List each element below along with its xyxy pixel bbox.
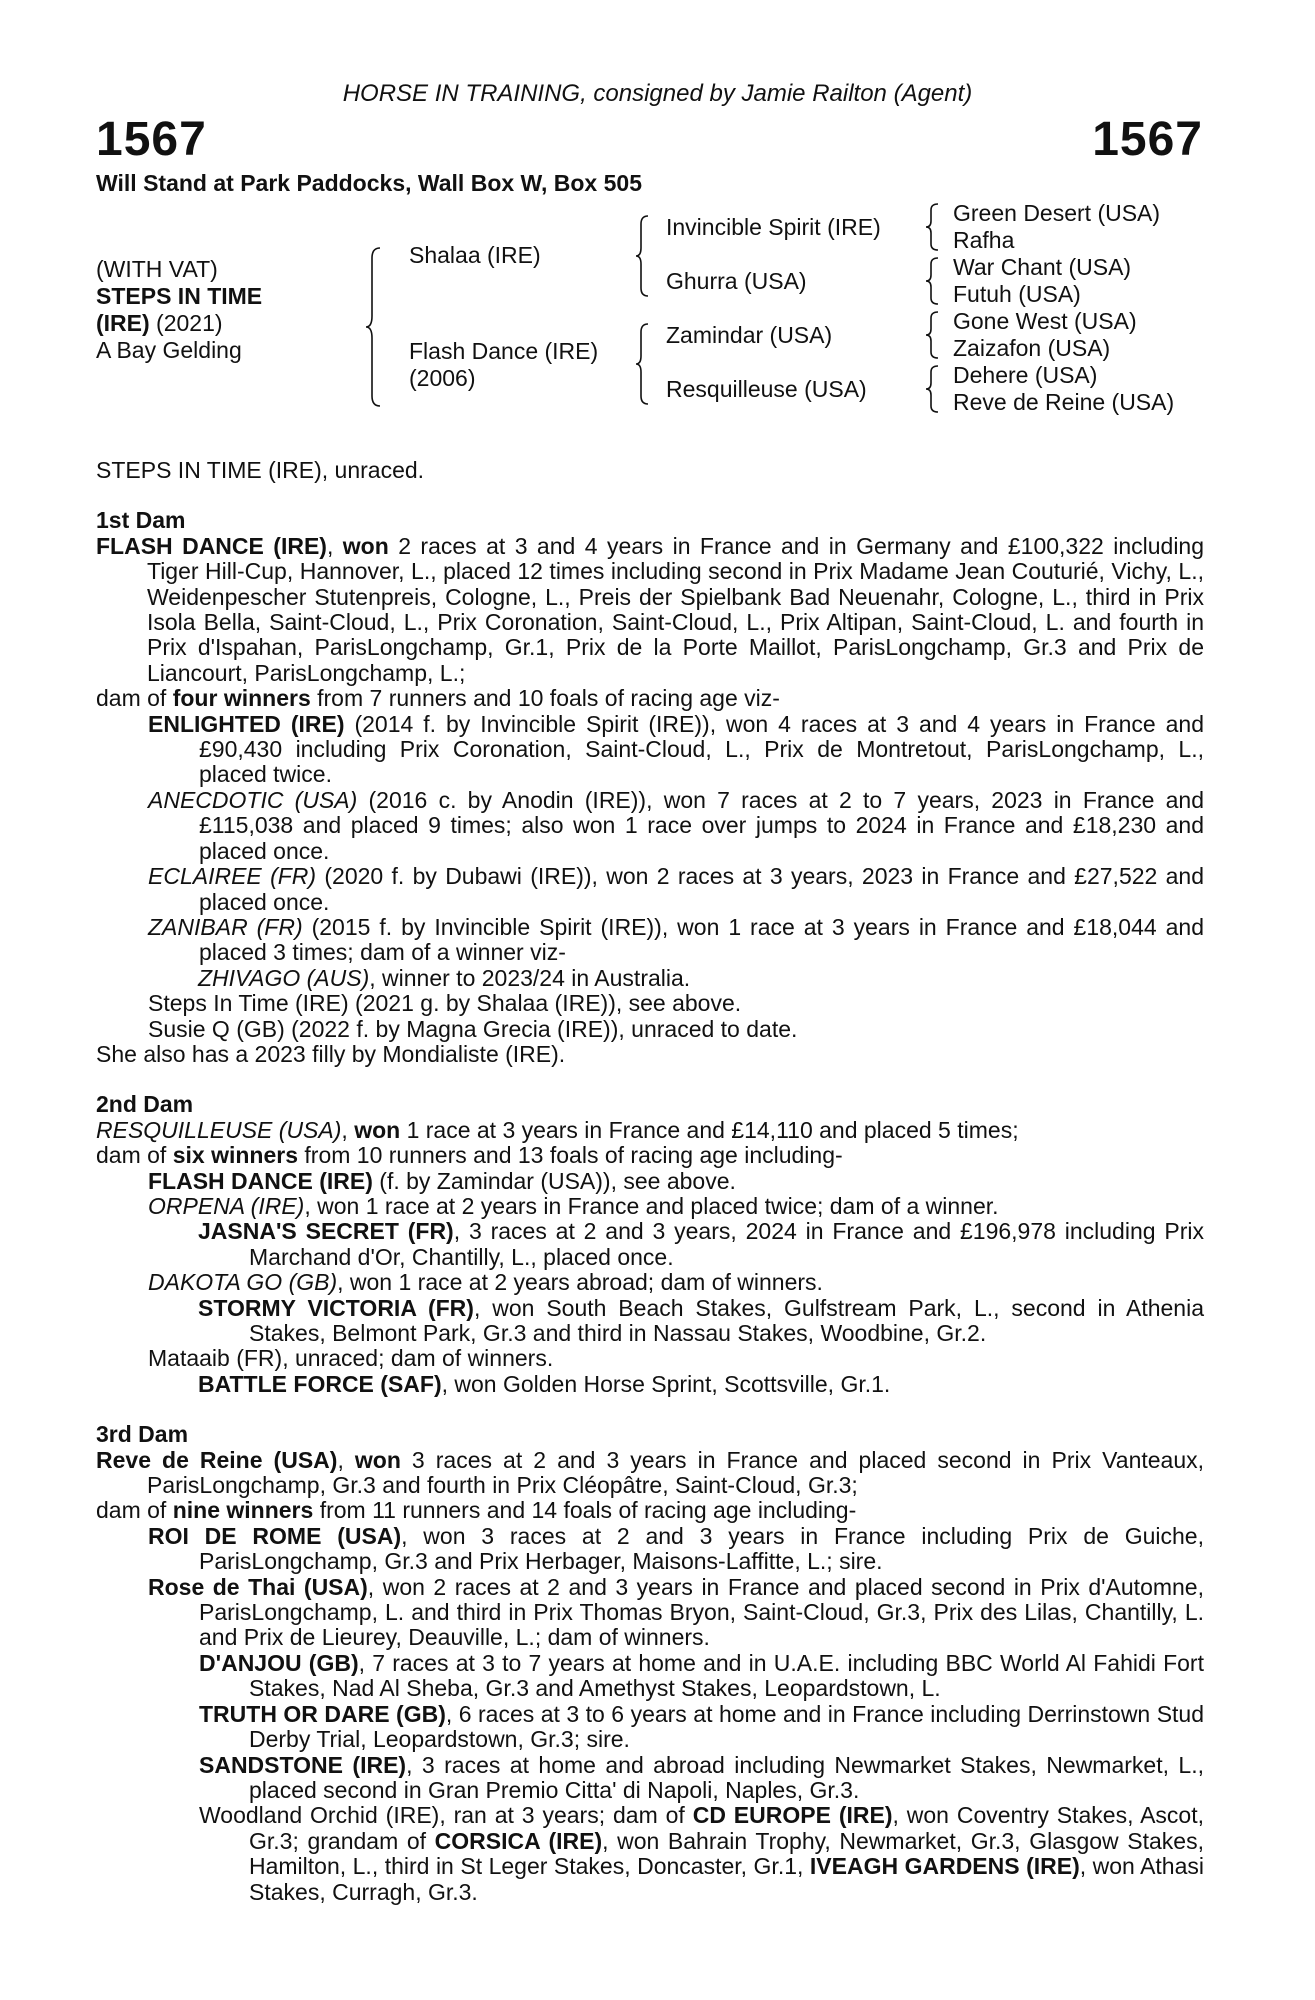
sire-dam: Ghurra (USA) [666, 268, 807, 294]
produce-entry [96, 1270, 1204, 1295]
produce-name: CORSICA (IRE) [434, 1827, 603, 1854]
lot-number-left: 1567 [96, 113, 207, 166]
dam-dam: Resquilleuse (USA) [666, 376, 867, 402]
stable-location: Will Stand at Park Paddocks, Wall Box W, Box 505 [96, 170, 642, 196]
ancestor-1: Green Desert (USA) [953, 200, 1161, 226]
produce-name: ZHIVAGO (AUS) [198, 964, 370, 991]
section-heading: 1st Dam [96, 507, 186, 534]
dam-of-line [96, 686, 1204, 711]
ancestor-5: Gone West (USA) [953, 308, 1137, 334]
produce-text: , won South Beach Stakes, Gulfstream Park, L., second in Athenia Stakes, Belmont Park, Gr.3 and third in Nassau Stakes, Woodbine, Gr.2. [249, 1294, 1204, 1346]
dam-of-line [96, 1143, 1204, 1168]
third-dam-record: Reve de Reine (USA), won 3 races at 2 and 3 years in France and placed second in Prix Vanteaux, ParisLongchamp, Gr.3 and fourth in Prix Cléopâtre, Saint-Cloud, Gr.3; [96, 1446, 1205, 1499]
winners-count: nine winners [172, 1497, 314, 1524]
pedigree-notes [96, 458, 1204, 1905]
section-heading: 2nd Dam [96, 1091, 194, 1118]
produce-entry [96, 1296, 1204, 1347]
first-dam-record: FLASH DANCE (IRE), won 2 races at 3 and 4 years in France and in Germany and £100,322 including Tiger Hill-Cup, Hannover, L., placed 12 times including second in Prix Madame Jean Couturié, Vichy, L., Weidenpescher Stutenpreis, Cologne, L., Preis der Spielbank Bad Neuenahr, Cologne, L., third in Prix Isola Bella, Saint-Cloud, L., Prix Coronation, Saint-Cloud, L., Prix Altipan, Saint-Cloud, L. and fourth in Prix d'Ispahan, ParisLongchamp, Gr.1, Prix de la Porte Maillot, ParisLongchamp, Gr.3 and Prix de Liancourt, ParisLongchamp, L.; [96, 532, 1205, 686]
lot-number-right: 1567 [1092, 113, 1203, 166]
produce-entry [96, 1194, 1204, 1219]
produce-name: FLASH DANCE (IRE) [148, 1167, 373, 1194]
produce-text: , won 2 races at 2 and 3 years in France and placed second in Prix d'Automne, ParisLongchamp, L. and third in Prix Thomas Bryon, Saint-Cloud, Gr.3, Prix des Lilas, Chantilly, L. and Prix de Lieurey, Deauville, L.; dam of winners. [199, 1573, 1204, 1651]
produce-text: , won 1 race at 2 years abroad; dam of winners. [337, 1269, 823, 1296]
produce-text: Woodland Orchid (IRE), ran at 3 years; dam of [199, 1802, 693, 1829]
produce-text: , won 3 races at 2 and 3 years in France including Prix de Guiche, ParisLongchamp, Gr.3 and Prix Herbager, Maisons-Laffitte, L.; sire. [199, 1522, 1204, 1575]
produce-text: , won Golden Horse Sprint, Scottsville, Gr.1. [441, 1370, 891, 1397]
dam-name: RESQUILLEUSE (USA) [96, 1116, 342, 1143]
second-dam-record: RESQUILLEUSE (USA), won 1 race at 3 years in France and £14,110 and placed 5 times; [96, 1116, 1019, 1143]
produce-entry: Steps In Time (IRE) (2021 g. by Shalaa (IRE)), see above. [148, 990, 742, 1017]
produce-text: , won Coventry Stakes, Ascot, Gr.3; grandam of [249, 1802, 1205, 1854]
pedigree-bracket [926, 256, 942, 306]
produce-name: CD EUROPE (IRE) [692, 1802, 893, 1829]
produce-entry [96, 1372, 1204, 1397]
pedigree-bracket [926, 364, 942, 414]
ancestor-8: Reve de Reine (USA) [953, 389, 1175, 415]
pedigree-bracket [926, 310, 942, 360]
dam-of-prefix: dam of [96, 1497, 173, 1524]
produce-name: TRUTH OR DARE (GB) [199, 1700, 446, 1727]
produce-text: (2020 f. by Dubawi (IRE)), won 2 races at 3 years, 2023 in France and £27,522 and placed once. [199, 863, 1205, 915]
ancestor-7: Dehere (USA) [953, 362, 1098, 388]
produce-name: JASNA'S SECRET (FR) [198, 1218, 454, 1245]
dam-name: Reve de Reine (USA) [96, 1446, 338, 1473]
dam-name: FLASH DANCE (IRE) [96, 532, 327, 559]
pedigree-bracket [636, 214, 652, 298]
produce-name: ANECDOTIC (USA) [148, 786, 358, 813]
ancestor-2: Rafha [953, 227, 1015, 253]
horse-country: (IRE) [96, 310, 150, 336]
dam-of-suffix: from 11 runners and 14 foals of racing age including- [313, 1497, 857, 1524]
produce-entry [96, 1651, 1204, 1702]
produce-text: (2015 f. by Invincible Spirit (IRE)), won 1 race at 3 years in France and £18,044 and placed 3 times; dam of a winner viz- [199, 913, 1204, 966]
horse-description: A Bay Gelding [96, 337, 242, 363]
produce-name: IVEAGH GARDENS (IRE) [809, 1853, 1080, 1880]
produce-entry [96, 1753, 1204, 1804]
pedigree-bracket [636, 322, 652, 406]
won-label: won [354, 1446, 401, 1473]
produce-entry [96, 1169, 1204, 1194]
produce-entry: Mataaib (FR), unraced; dam of winners. [148, 1345, 554, 1372]
ancestor-3: War Chant (USA) [953, 254, 1132, 280]
produce-text: (2016 c. by Anodin (IRE)), won 7 races at 2 to 7 years, 2023 in France and £115,038 and placed 9 times; also won 1 race over jumps to 2024 in France and £18,230 and placed once. [199, 786, 1205, 864]
produce-text: , winner to 2023/24 in Australia. [369, 964, 691, 991]
produce-name: D'ANJOU (GB) [199, 1649, 359, 1676]
produce-text: , won Athasi Stakes, Curragh, Gr.3. [249, 1853, 1204, 1905]
produce-text: , won Bahrain Trophy, Newmarket, Gr.3, Glasgow Stakes, Hamilton, L., third in St Leger Stakes, Doncaster, Gr.1, [249, 1827, 1204, 1880]
produce-entry [96, 712, 1204, 788]
also-line: She also has a 2023 filly by Mondialiste (IRE). [96, 1040, 566, 1067]
produce-entry [96, 864, 1204, 915]
dam-of-prefix: dam of [96, 1142, 173, 1169]
sire: Shalaa (IRE) [409, 242, 541, 268]
dam-of-suffix: from 7 runners and 10 foals of racing age viz- [310, 685, 780, 712]
winners-count: four winners [172, 685, 311, 712]
produce-name: Rose de Thai (USA) [148, 1573, 368, 1600]
produce-name: ENLIGHTED (IRE) [148, 710, 345, 737]
produce-entry [96, 966, 1204, 991]
dam-of-line [96, 1498, 1204, 1523]
produce-name: ROI DE ROME (USA) [148, 1522, 402, 1549]
pedigree-bracket [926, 202, 942, 252]
produce-entry [96, 1524, 1204, 1575]
dam-year: (2006) [409, 365, 476, 391]
dam-record-text: 2 races at 3 and 4 years in France and in Germany and £100,322 including Tiger Hill-Cup, Hannover, L., placed 12 times including second in Prix Madame Jean Couturié, Vichy, L., Weidenpescher Stutenpreis, Cologne, L., Preis der Spielbank Bad Neuenahr, Cologne, L., third in Prix Isola Bella, Saint-Cloud, L., Prix Coronation, Saint-Cloud, L., Prix Altipan, Saint-Cloud, L. and fourth in Prix d'Ispahan, ParisLongchamp, Gr.1, Prix de la Porte Maillot, ParisLongchamp, Gr.3 and Prix de Liancourt, ParisLongchamp, L.; [147, 532, 1205, 686]
horse-name: STEPS IN TIME [96, 283, 263, 309]
produce-text: , 6 races at 3 to 6 years at home and in France including Derrinstown Stud Derby Trial, Leopardstown, Gr.3; sire. [249, 1700, 1205, 1753]
produce-text: , 3 races at 2 and 3 years, 2024 in France and £196,978 including Prix Marchand d'Or, Chantilly, L., placed once. [249, 1218, 1204, 1270]
produce-text: , won 1 race at 2 years in France and placed twice; dam of a winner. [304, 1192, 999, 1219]
sire-sire: Invincible Spirit (IRE) [666, 214, 881, 240]
ancestor-6: Zaizafon (USA) [953, 335, 1111, 361]
produce-name: ORPENA (IRE) [148, 1192, 305, 1219]
won-label: won [342, 532, 389, 559]
dam-record-text: 3 races at 2 and 3 years in France and placed second in Prix Vanteaux, ParisLongchamp, Gr.3 and fourth in Prix Cléopâtre, Saint-Cloud, Gr.3; [147, 1446, 1205, 1499]
produce-name: ZANIBAR (FR) [148, 913, 303, 940]
produce-entry: Susie Q (GB) (2022 f. by Magna Grecia (IRE)), unraced to date. [148, 1015, 798, 1042]
produce-text: (2014 f. by Invincible Spirit (IRE)), won 4 races at 3 and 4 years in France and £90,430 including Prix Coronation, Saint-Cloud, L., Prix de Montretout, ParisLongchamp, L., placed twice. [199, 710, 1204, 788]
produce-name: STORMY VICTORIA (FR) [198, 1294, 474, 1321]
produce-entry [96, 1219, 1204, 1270]
ancestor-4: Futuh (USA) [953, 281, 1081, 307]
dam-sire: Zamindar (USA) [666, 322, 833, 348]
consignment-line: HORSE IN TRAINING, consigned by Jamie Railton (Agent) [342, 80, 973, 107]
dam-of-prefix: dam of [96, 685, 173, 712]
produce-name: SANDSTONE (IRE) [199, 1751, 407, 1778]
produce-entry [96, 788, 1204, 864]
dam-record-text: 1 race at 3 years in France and £14,110 and placed 5 times; [400, 1116, 1019, 1143]
produce-entry [96, 915, 1204, 966]
produce-entry [96, 1702, 1204, 1753]
produce-entry [96, 1575, 1204, 1651]
pedigree-bracket [366, 244, 386, 410]
horse-name-suffix [96, 310, 223, 337]
winners-count: six winners [172, 1142, 298, 1169]
produce-text: (f. by Zamindar (USA)), see above. [372, 1167, 736, 1194]
produce-text: , 7 races at 3 to 7 years at home and in U.A.E. including BBC World Al Fahidi Fort Stakes, Nad Al Sheba, Gr.3 and Amethyst Stakes, Leopardstown, L. [249, 1649, 1204, 1702]
won-label: won [354, 1116, 401, 1143]
produce-name: ECLAIREE (FR) [148, 863, 317, 890]
dam-of-suffix: from 10 runners and 13 foals of racing age including- [298, 1142, 843, 1169]
produce-entry [96, 1803, 1204, 1905]
dam: Flash Dance (IRE) [409, 338, 599, 364]
intro-line: STEPS IN TIME (IRE), unraced. [96, 457, 425, 483]
produce-name: DAKOTA GO (GB) [148, 1269, 338, 1296]
horse-year: (2021) [149, 310, 223, 336]
vat-label: (WITH VAT) [96, 256, 218, 282]
section-heading: 3rd Dam [96, 1421, 189, 1448]
produce-text: , 3 races at home and abroad including Newmarket Stakes, Newmarket, L., placed second in Gran Premio Citta' di Napoli, Naples, Gr.3. [249, 1751, 1204, 1803]
produce-name: BATTLE FORCE (SAF) [198, 1370, 442, 1397]
